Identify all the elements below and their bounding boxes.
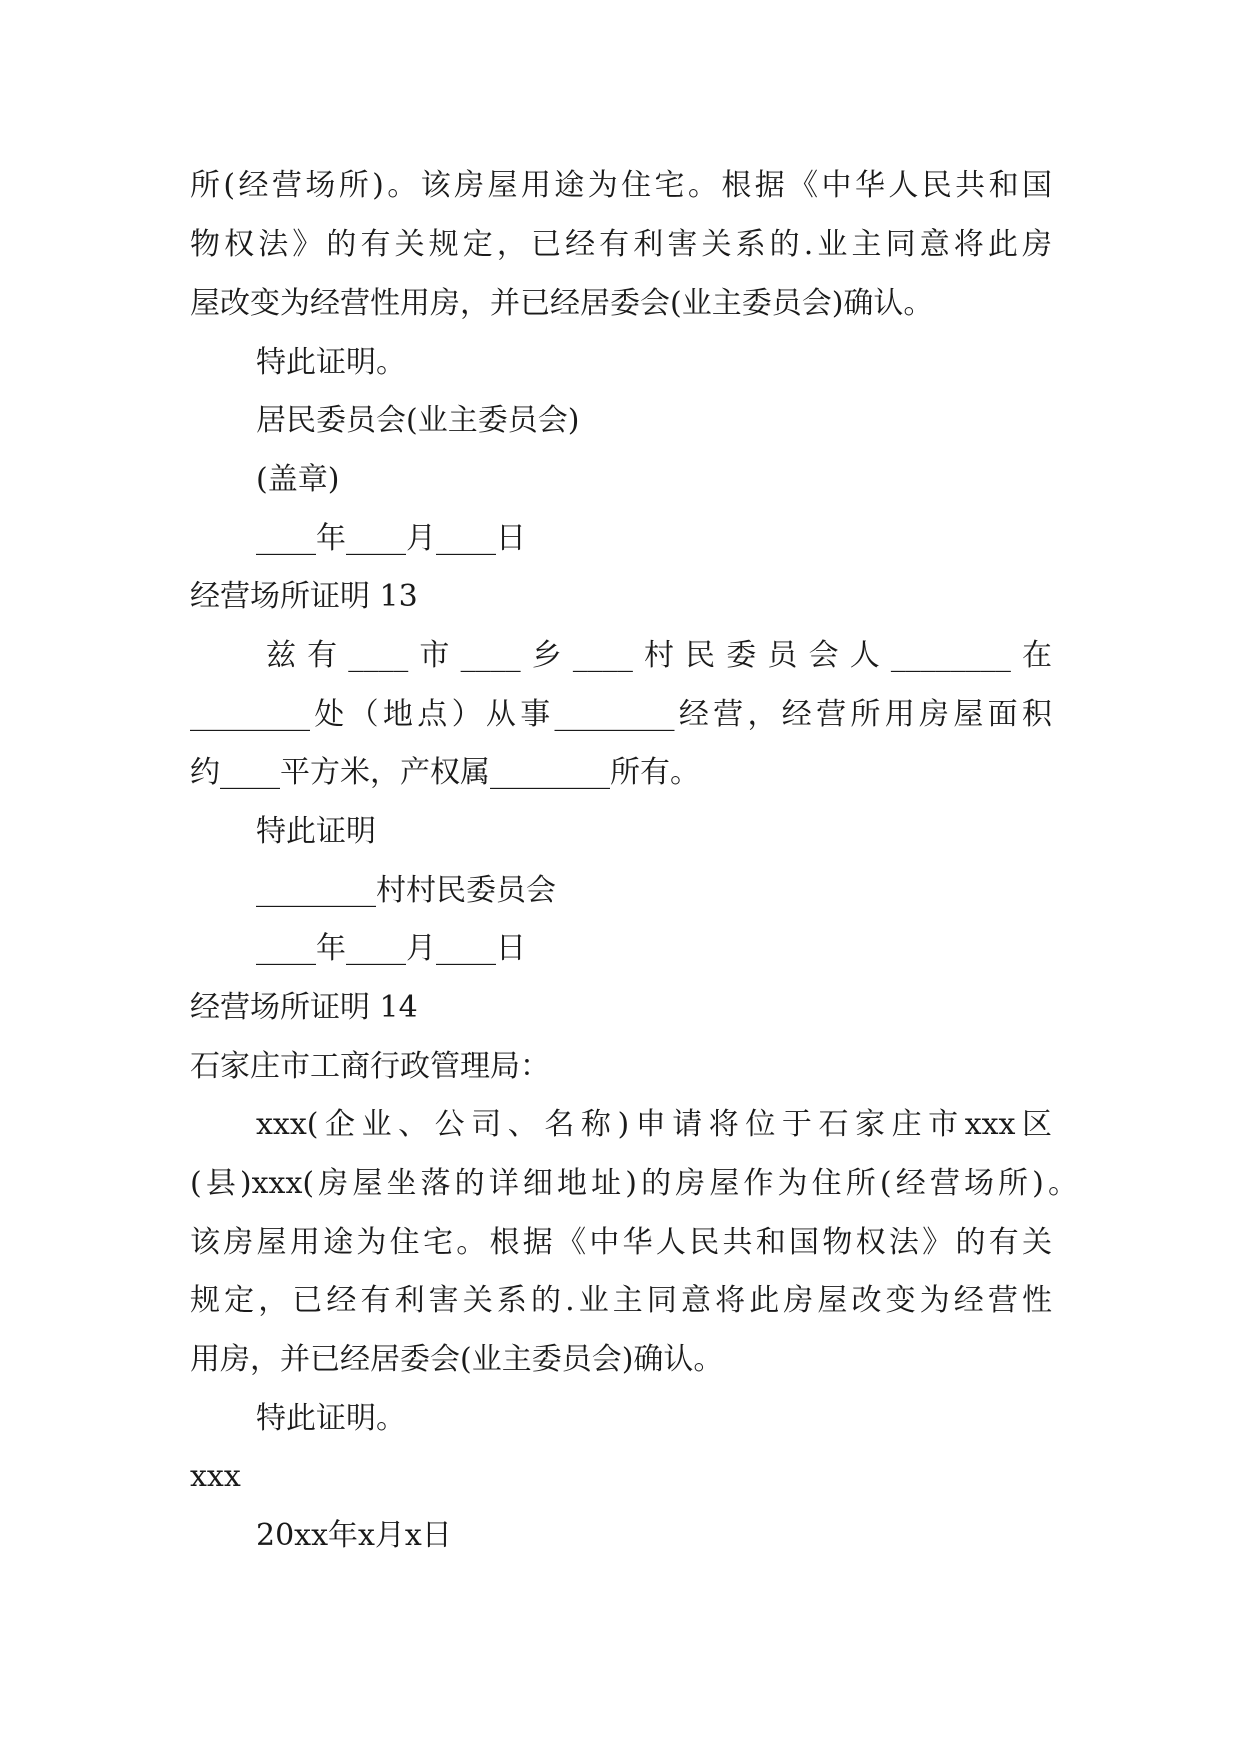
text-line: ________处（地点）从事________经营，经营所用房屋面积 (190, 697, 1052, 732)
text-line: 特此证明。 (256, 1401, 406, 1436)
section-heading: 经营场所证明 14 (190, 990, 418, 1025)
text-line: ________村村民委员会 (256, 873, 556, 908)
text-line: 物权法》的有关规定，已经有利害关系的.业主同意将此房 (190, 227, 1052, 262)
text-line: (县)xxx(房屋坐落的详细地址)的房屋作为住所(经营场所)。 (190, 1166, 1078, 1201)
text-line: 约____平方米，产权属________所有。 (190, 755, 700, 790)
text-line: (盖章) (256, 462, 340, 497)
text-line: xxx(企业、公司、名称)申请将位于石家庄市xxx区 (256, 1107, 1052, 1142)
text-line: 所(经营场所)。该房屋用途为住宅。根据《中华人民共和国 (190, 168, 1052, 203)
date-line: 20xx年x月x日 (256, 1518, 452, 1553)
text-line: 用房，并已经居委会(业主委员会)确认。 (190, 1342, 724, 1377)
text-line: 居民委员会(业主委员会) (256, 403, 580, 438)
date-line: ____年____月____日 (256, 931, 526, 966)
text-line: 石家庄市工商行政管理局： (190, 1049, 550, 1084)
text-line: 特此证明 (256, 814, 376, 849)
text-line: 屋改变为经营性用房，并已经居委会(业主委员会)确认。 (190, 286, 934, 321)
date-line: ____年____月____日 (256, 521, 526, 556)
text-line: 特此证明。 (256, 345, 406, 380)
text-line: 规定，已经有利害关系的.业主同意将此房屋改变为经营性 (190, 1283, 1052, 1318)
section-heading: 经营场所证明 13 (190, 579, 418, 614)
text-line: 该房屋用途为住宅。根据《中华人民共和国物权法》的有关 (190, 1225, 1052, 1260)
signature-line: xxx (190, 1459, 241, 1494)
text-line: 兹有____市____乡____村民委员会人________在 (266, 638, 1052, 673)
